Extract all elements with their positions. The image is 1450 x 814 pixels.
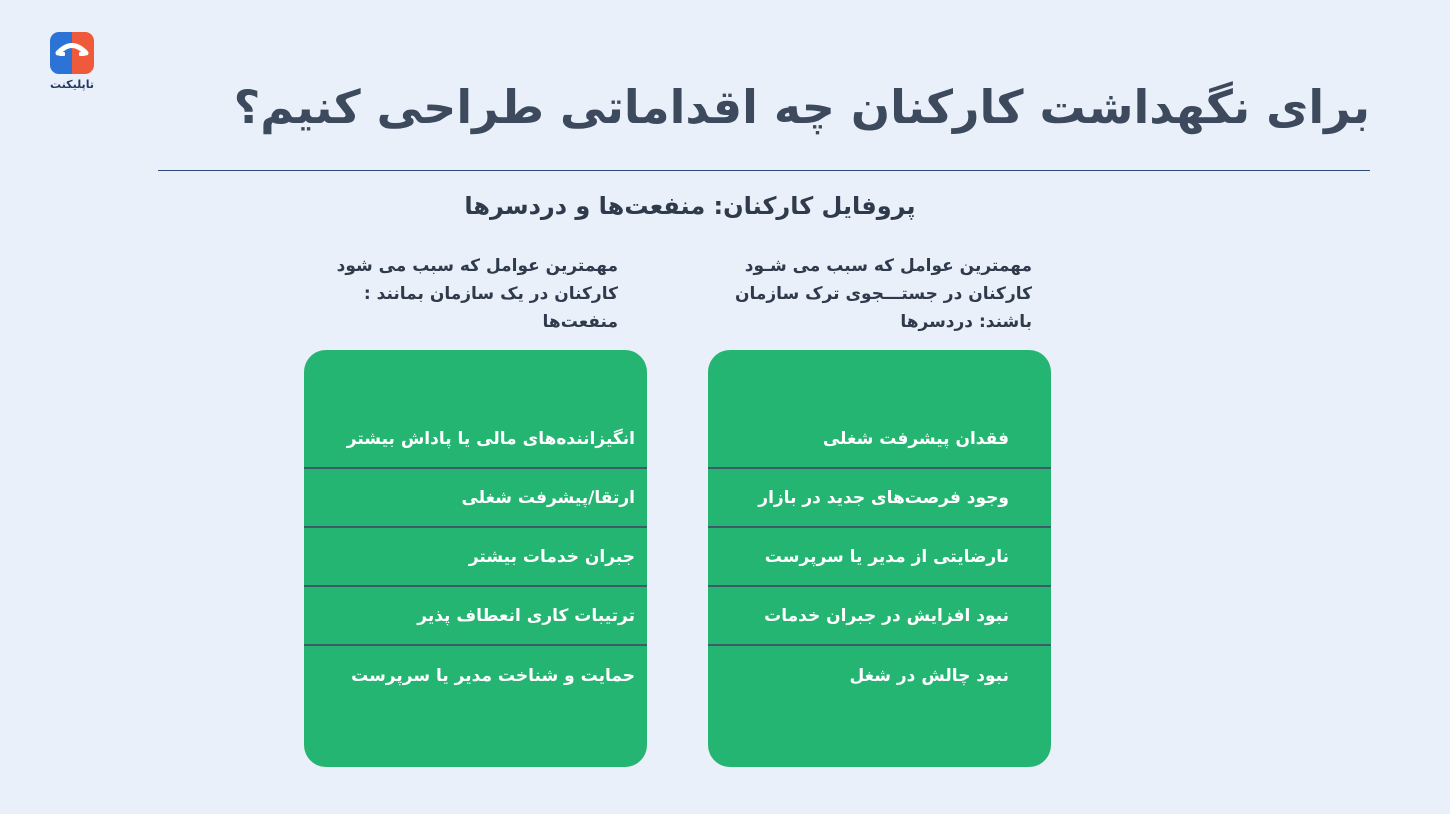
benefit-item: حمایت و شناخت مدیر یا سرپرست bbox=[351, 665, 635, 686]
pain-item: نبود چالش در شغل bbox=[849, 665, 1009, 686]
benefit-item: ترتیبات کاری انعطاف پذیر bbox=[304, 587, 647, 646]
pains-intro: مهمترین عوامل که سبب می شـود کارکنان در جستـــجوی ترک سازمان باشند: دردسرها bbox=[734, 256, 1032, 332]
logo bbox=[48, 32, 96, 91]
logo-icon bbox=[50, 32, 94, 74]
pain-item: فقدان پیشرفت شغلی bbox=[708, 410, 1051, 469]
benefit-item: انگیزاننده‌های مالی یا پاداش بیشتر bbox=[304, 410, 647, 469]
benefit-item: ارتقا/پیشرفت شغلی bbox=[304, 469, 647, 528]
title-divider bbox=[158, 170, 1370, 171]
benefits-list bbox=[304, 410, 647, 705]
benefit-item: جبران خدمات بیشتر bbox=[304, 528, 647, 587]
page-title: برای نگهداشت کارکنان چه اقداماتی طراحی کنیم؟ bbox=[233, 80, 1370, 134]
pains-list bbox=[708, 410, 1051, 705]
pain-item: نبود افزایش در جبران خدمات bbox=[708, 587, 1051, 646]
benefits-intro: مهمترین عوامل که سبب می شود کارکنان در یک سازمان بمانند : منفعت‌ها bbox=[336, 256, 618, 332]
pain-item: نارضایتی از مدیر یا سرپرست bbox=[708, 528, 1051, 587]
page-subtitle: پروفایل کارکنان: منفعت‌ها و دردسرها bbox=[464, 192, 916, 220]
logo-text: تاپلیکنت bbox=[50, 78, 94, 91]
pain-item: وجود فرصت‌های جدید در بازار bbox=[708, 469, 1051, 528]
